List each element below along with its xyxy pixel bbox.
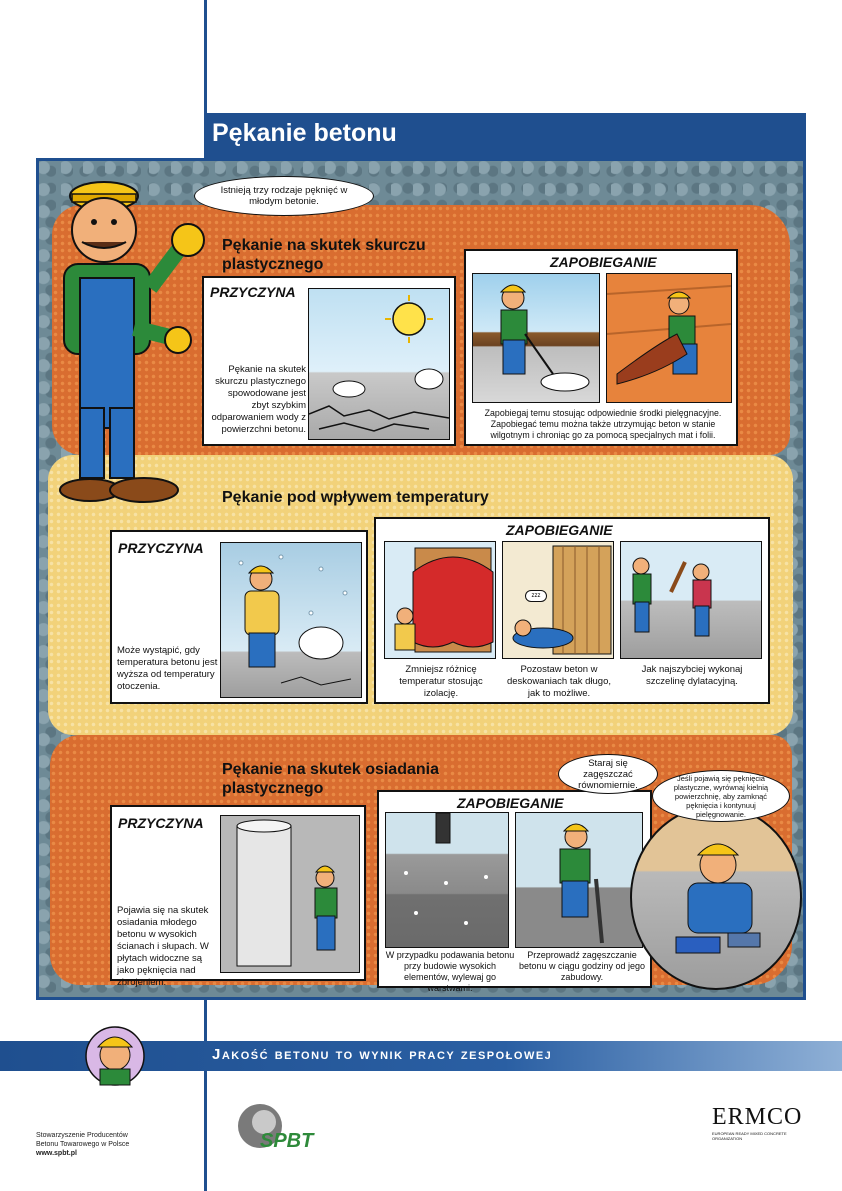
section3-caption-1: W przypadku podawania betonu przy budowie wysokich elementów, wylewaj go warstwami. xyxy=(385,950,515,993)
layered-pour-icon xyxy=(386,813,508,947)
section2-prevention-illustration-3 xyxy=(620,541,762,659)
section1-cause-panel xyxy=(202,276,456,446)
section1-cause-text: Pękanie na skutek skurczu plastycznego spowodowane jest zbyt szybkim odparowaniem wody z powierzchni betonu. xyxy=(211,364,306,435)
two-workers-icon xyxy=(621,542,761,658)
compact-speech-bubble xyxy=(558,754,658,794)
trowel-speech-bubble xyxy=(652,770,790,822)
section1-prevention-illustration-2 xyxy=(606,273,732,403)
spbt-logo-icon xyxy=(234,1100,318,1156)
section2-prevention-illustration-1 xyxy=(384,541,496,659)
section1-prevention-label: ZAPOBIEGANIE xyxy=(550,254,657,270)
section3-prevention-illustration-1 xyxy=(385,812,509,948)
section2-caption-3: Jak najszybciej wykonaj szczelinę dylatacyjną. xyxy=(641,664,743,687)
worker-covering-icon xyxy=(607,274,731,402)
section2-cause-illustration xyxy=(220,542,362,698)
org-line-1: Stowarzyszenie Producentów xyxy=(36,1132,128,1139)
section2-cause-text: Może wystąpić, gdy temperatura betonu jest wyższa od temperatury otoczenia. xyxy=(117,645,218,692)
section3-prevention-label: ZAPOBIEGANIE xyxy=(457,795,564,811)
worker-spraying-icon xyxy=(473,274,599,402)
formwork-icon xyxy=(503,542,613,658)
section1-heading: Pękanie na skutek skurczu plastycznego xyxy=(222,237,426,273)
worker-mascot-icon xyxy=(42,168,217,518)
section2-cause-label: PRZYCZYNA xyxy=(118,540,204,556)
section2-prevention-panel xyxy=(374,517,770,704)
section1-cause-label: PRZYCZYNA xyxy=(210,284,296,300)
section3-prevention-panel xyxy=(377,790,652,993)
section3-prevention-illustration-2 xyxy=(515,812,643,948)
section2-cause-panel xyxy=(110,530,368,704)
vibrator-worker-icon xyxy=(516,813,642,947)
concrete-column-icon xyxy=(221,816,359,972)
intro-speech-bubble xyxy=(194,176,374,216)
section3-heading: Pękanie na skutek osiadania plastycznego xyxy=(222,761,439,797)
org-url[interactable]: www.spbt.pl xyxy=(36,1150,77,1157)
section3-cause-label: PRZYCZYNA xyxy=(118,815,204,831)
top-vertical-rule xyxy=(204,0,207,113)
section3-caption-2: Przeprowadź zagęszczanie betonu w ciągu godziny od jego zabudowy. xyxy=(518,950,646,982)
intro-bubble-text: Istnieją trzy rodzaje pęknięć w młodym betonie. xyxy=(220,185,348,207)
section2-heading: Pękanie pod wpływem temperatury xyxy=(222,489,489,506)
section2-prevention-label: ZAPOBIEGANIE xyxy=(506,522,613,538)
section3-cause-panel xyxy=(110,805,366,988)
org-line-2: Betonu Towarowego w Polsce xyxy=(36,1141,130,1148)
section1-prevention-panel xyxy=(464,249,738,446)
trowel-scene-circle xyxy=(630,805,802,990)
footer-slogan: Jakość betonu to wynik pracy zespołowej xyxy=(212,1046,553,1063)
section1-cause-illustration xyxy=(308,288,450,440)
ermco-subtext: EUROPEAN READY MIXED CONCRETE ORGANIZATION xyxy=(712,1131,787,1141)
section2-caption-1: Zmniejsz różnicę temperatur stosując izolację. xyxy=(399,664,483,699)
sun-icon xyxy=(309,289,449,439)
bottom-vertical-rule xyxy=(204,1000,207,1191)
section3-cause-illustration xyxy=(220,815,360,973)
section3-cause-text: Pojawia się na skutek osiadania młodego betonu w wysokich ścianach i słupach. W płytach widoczne są jako pęknięcia nad zbrojeniem. xyxy=(117,905,209,988)
trowel-bubble-text: Jeśli pojawią się pęknięcia plastyczne, wyrównaj kielnią powierzchnię, aby zamknąć pęknięcia i kontynuuj pielęgnowanie. xyxy=(673,773,769,819)
section2-prevention-illustration-2 xyxy=(502,541,614,659)
mascot-portrait-icon xyxy=(84,1025,146,1087)
section1-prevention-illustration-1 xyxy=(472,273,600,403)
zzz-text: zzz xyxy=(531,593,541,599)
section2-caption-2: Pozostaw beton w deskowaniach tak długo, jak to możliwe. xyxy=(506,664,612,699)
compact-bubble-text: Staraj się zagęszczać równomiernie. xyxy=(578,757,638,791)
worker-trowel-icon xyxy=(632,807,800,988)
zzz-bubble xyxy=(525,590,547,602)
ermco-logo-text: ERMCO xyxy=(712,1104,803,1130)
insulation-cover-icon xyxy=(385,542,495,658)
section1-prevention-text: Zapobiegaj temu stosując odpowiednie środki pielęgnacyjne. Zapobiegać temu można także utrzymując beton w stanie wilgotnym i chroniąc go za pomocą specjalnych mat i folii. xyxy=(484,408,722,440)
snow-icon xyxy=(221,543,361,697)
ermco-logo-icon xyxy=(712,1104,808,1150)
page-title: Pękanie betonu xyxy=(212,119,397,147)
spbt-logo-text: SPBT xyxy=(260,1130,314,1152)
